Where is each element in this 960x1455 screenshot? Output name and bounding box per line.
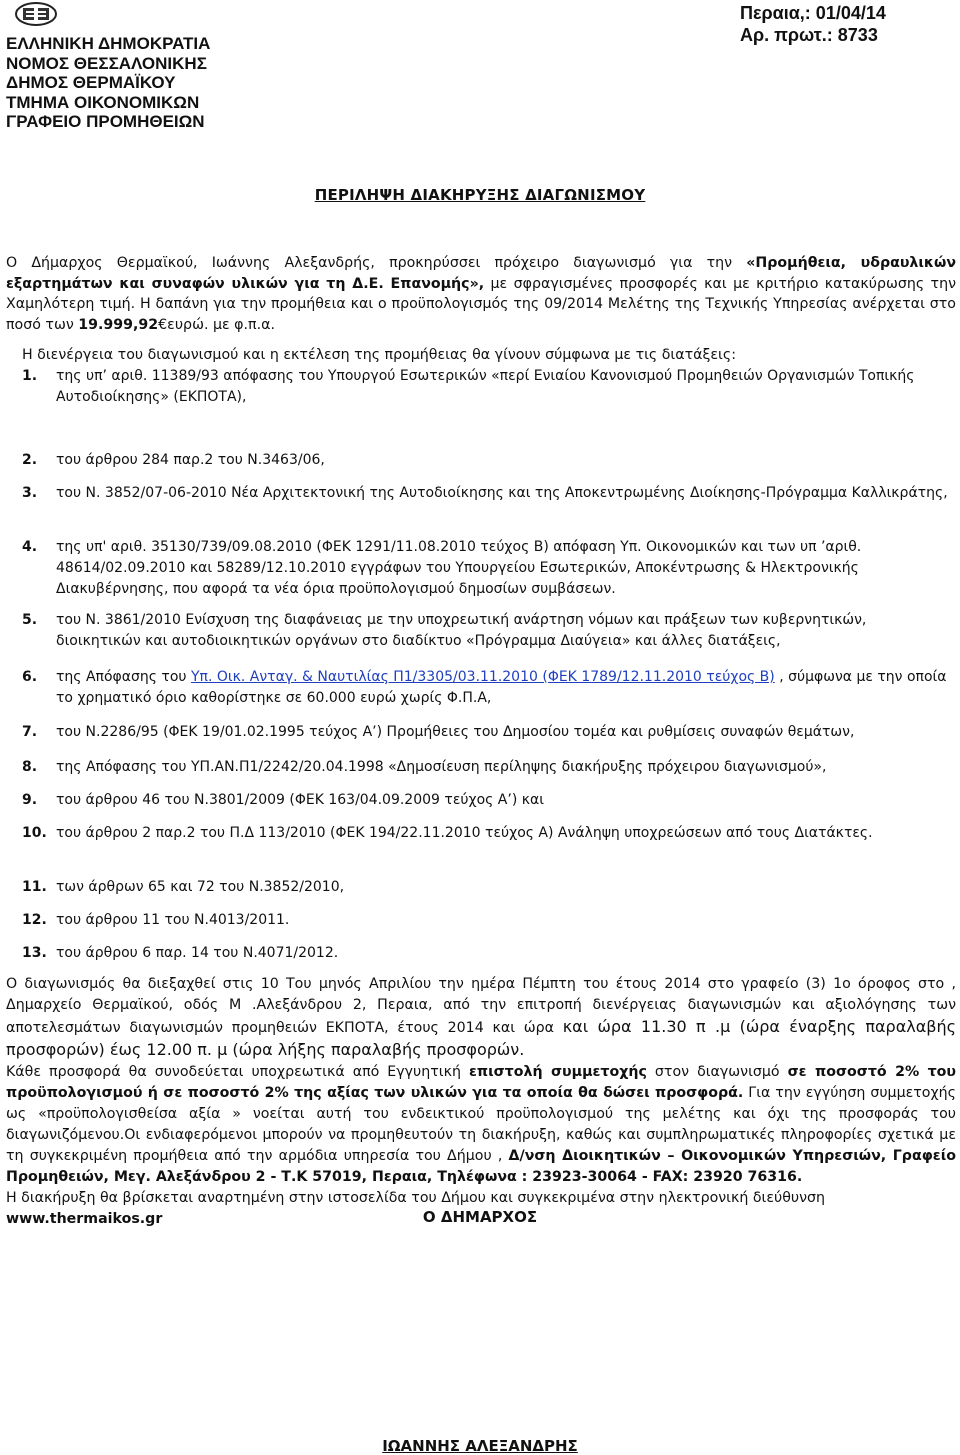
guarantee-letter-term: επιστολή συμμετοχής	[468, 1064, 647, 1080]
list-item-text: του Ν.2286/95 (ΦΕΚ 19/01.02.1995 τεύχος Α’) Προμήθειες του Δημοσίου τομέα και ρυθμίσεις συναφών θεμάτων,	[56, 724, 855, 740]
list-item-text: του άρθρου 2 παρ.2 του Π.Δ 113/2010 (ΦΕΚ 194/22.11.2010 τεύχος Α) Ανάληψη υποχρεώσεων από τους Διατάκτες.	[56, 825, 873, 841]
tender-schedule-text: Ο διαγωνισμός θα διεξαχθεί στις 10 Του μηνός Απριλίου την ημέρα Πέμπτη του έτους 2014 στο γραφείο (3) 1ο όροφος στο , Δημαρχείο Θερμαϊκού, οδός Μ .Αλεξάνδρου 2, Περαια, από την επιτροπή διενέργειας διαγωνισμών και αξιολόγησης των αποτελεσμάτων διαγωνισμών προμηθειών ΕΚΠΟΤΑ, έτους 2014 και ώρα	[6, 976, 956, 1036]
document-reference	[740, 2, 955, 46]
guarantee-percentage: σε ποσοστό 2% του προϋπολογισμού ή σε ποσοστό 2% της αξίας των υλικών για τα οποία θα δώσει προσφορά.	[6, 1064, 957, 1101]
intro-text-mid: με σφραγισμένες προσφορές και με κριτήριο κατακύρωσης την Χαμηλότερη τιμή. Η δαπάνη για την προμήθεια και ο προϋπολογισμός της 09/2014 Μελέτης της Τεχνικής Υπηρεσίας ανέρχεται στο ποσό των	[6, 275, 956, 333]
website-url[interactable]: www.thermaikos.gr	[6, 1211, 163, 1227]
list-item-number: 7.	[22, 724, 38, 740]
signatory-name: ΙΩΑΝΝΗΣ ΑΛΕΞΑΝΔΡΗΣ	[382, 1437, 578, 1455]
list-item-text	[56, 667, 952, 709]
guarantee-paragraph	[6, 1062, 956, 1188]
list-item-number: 2.	[22, 452, 38, 468]
list-item-text: του άρθρου 46 του Ν.3801/2009 (ΦΕΚ 163/04.09.2009 τεύχος Α’) και	[56, 792, 544, 808]
list-item-number: 5.	[22, 612, 38, 628]
budget-amount: 19.999,92	[78, 316, 159, 333]
greek-emblem-icon	[14, 2, 58, 26]
guarantee-text-info: Για την εγγύηση συμμετοχής ως «προϋπολογισθείσα αξία » νοείται αυτή του ενδεικτικού προϋπολογισμού της μελέτης και όχι της προσφοράς του διαγωνιζόμενου.Οι ενδιαφερόμενοι μπορούν να προμηθευτούν τη διακήρυξη, καθώς και συμπληρωματικές πληροφορίες σχετικά με τη συγκεκριμένη προμήθεια από την αρμόδια υπηρεσία του Δήμου ,	[6, 1085, 956, 1164]
guarantee-text-mid: στον διαγωνισμό	[646, 1064, 788, 1080]
page-title: ΠΕΡΙΛΗΨΗ ΔΙΑΚΗΡΥΞΗΣ ΔΙΑΓΩΝΙΣΜΟΥ	[314, 186, 646, 204]
procurement-subject: «Προμήθεια, υδραυλικών εξαρτημάτων και συναφών υλικών για τη Δ.Ε. Επανομής»,	[6, 255, 957, 292]
org-line-municipality: ΔΗΜΟΣ ΘΕΡΜΑΪΚΟΥ	[6, 73, 176, 92]
closing-section	[6, 974, 956, 1230]
guarantee-text-start: Κάθε προσφορά θα συνοδεύεται υποχρεωτικά από Εγγυητική	[6, 1064, 469, 1080]
list-item-text: του Ν. 3861/2010 Ενίσχυση της διαφάνειας με την υποχρεωτική ανάρτηση νόμων και πράξεων των κυβερνητικών, διοικητικών και αυτοδιοικητικών οργάνων στο διαδίκτυο «Πρόγραμμα Διαύγεια» και άλλες διατάξεις,	[56, 612, 867, 649]
list-item-text: των άρθρων 65 και 72 του Ν.3852/2010,	[56, 879, 345, 895]
list-item-number: 13.	[22, 945, 47, 961]
tender-schedule-paragraph	[6, 974, 956, 1062]
org-line-office: ΓΡΑΦΕΙΟ ΠΡΟΜΗΘΕΙΩΝ	[6, 112, 205, 131]
list-item-text: της υπ’ αριθ. 11389/93 απόφασης του Υπουργού Εσωτερικών «περί Ενιαίου Κανονισμού Προμηθειών Οργανισμών Τοπικής Αυτοδιοίκησης» (ΕΚΠΟΤΑ),	[56, 368, 915, 405]
org-line-country: ΕΛΛΗΝΙΚΗ ΔΗΜΟΚΡΑΤΙΑ	[6, 34, 211, 53]
list-item-text-a: της Απόφασης του	[56, 669, 191, 685]
org-line-department: ΤΜΗΜΑ ΟΙΚΟΝΟΜΙΚΩΝ	[6, 92, 200, 112]
issuing-authority	[6, 34, 366, 132]
list-item-number: 3.	[22, 485, 38, 501]
list-item-text-b: , σύμφωνα με την οποία το χρηματικό όριο καθορίστηκε σε 60.000 ευρώ χωρίς Φ.Π.Α,	[56, 669, 947, 706]
document-date: Περαια,: 01/04/14	[740, 3, 886, 23]
list-item-text: της Απόφασης του ΥΠ.ΑΝ.Π1/2242/20.04.1998 «Δημοσίευση περίληψης διακήρυξης πρόχειρου διαγωνισμού»,	[56, 759, 827, 775]
org-line-prefecture: ΝΟΜΟΣ ΘΕΣΣΑΛΟΝΙΚΗΣ	[6, 53, 207, 73]
list-item-number: 10.	[22, 825, 47, 841]
intro-text-end: €ευρώ. με φ.π.α.	[158, 316, 275, 333]
intro-text-start: Ο Δήμαρχος Θερμαϊκού, Ιωάννης Αλεξανδρής, προκηρύσσει πρόχειρο διαγωνισμό για την	[6, 255, 747, 271]
posting-text: Η διακήρυξη θα βρίσκεται αναρτημένη στην ιστοσελίδα του Δήμου και συγκεκριμένα στην ηλεκτρονική διεύθυνση	[6, 1190, 826, 1206]
intro-paragraph	[6, 253, 956, 335]
contact-details: Δ/νση Διοικητικών – Οικονομικών Υπηρεσιών, Γραφείο Προμηθειών, Μεγ. Αλεξάνδρου 2 - Τ.Κ 57019, Περαια, Τηλέφωνα : 23923-30064 - FAX: 23920 76316.	[6, 1148, 956, 1185]
list-item-number: 8.	[22, 759, 38, 775]
list-item-text: του άρθρου 6 παρ. 14 του Ν.4071/2012.	[56, 945, 339, 961]
list-item-number: 6.	[22, 669, 38, 685]
list-item-number: 4.	[22, 539, 38, 555]
signatory-title: Ο ΔΗΜΑΡΧΟΣ	[422, 1208, 538, 1226]
legal-basis-intro: Η διενέργεια του διαγωνισμού και η εκτέλεση της προμήθειας θα γίνουν σύμφωνα με τις διατάξεις:	[22, 347, 736, 363]
gazette-link[interactable]: Υπ. Οικ. Ανταγ. & Ναυτιλίας Π1/3305/03.11.2010 (ΦΕΚ 1789/12.11.2010 τεύχος Β)	[190, 669, 775, 685]
protocol-number: Αρ. πρωτ.: 8733	[740, 25, 878, 45]
list-item-number: 11.	[22, 879, 47, 895]
tender-hours-text: και ώρα 11.30 π .μ (ώρα έναρξης παραλαβής προσφορών) έως 12.00 π. μ (ώρα λήξης παραλαβής προσφορών.	[6, 1017, 956, 1059]
list-item-text: του άρθρου 11 του Ν.4013/2011.	[56, 912, 290, 928]
list-item-number: 12.	[22, 912, 47, 928]
list-item-number: 9.	[22, 792, 38, 808]
list-item-text: της υπ' αριθ. 35130/739/09.08.2010 (ΦΕΚ 1291/11.08.2010 τεύχος Β) απόφαση Υπ. Οικονομικών και των υπ ’αριθ. 48614/02.09.2010 και 58289/12.10.2010 εγγράφων του Υπουργείου Εσωτερικών, Αποκέντρωσης & Ηλεκτρονικής Διακυβέρνησης, που αφορά τα νέα όρια προϋπολογισμού δημοσίων συμβάσεων.	[56, 539, 862, 597]
list-item-text: του Ν. 3852/07-06-2010 Νέα Αρχιτεκτονική της Αυτοδιοίκησης και της Αποκεντρωμένης Διοίκησης-Πρόγραμμα Καλλικράτης,	[56, 485, 948, 501]
posting-paragraph	[6, 1188, 956, 1209]
list-item-number: 1.	[22, 368, 38, 384]
list-item-text: του άρθρου 284 παρ.2 του Ν.3463/06,	[56, 452, 325, 468]
